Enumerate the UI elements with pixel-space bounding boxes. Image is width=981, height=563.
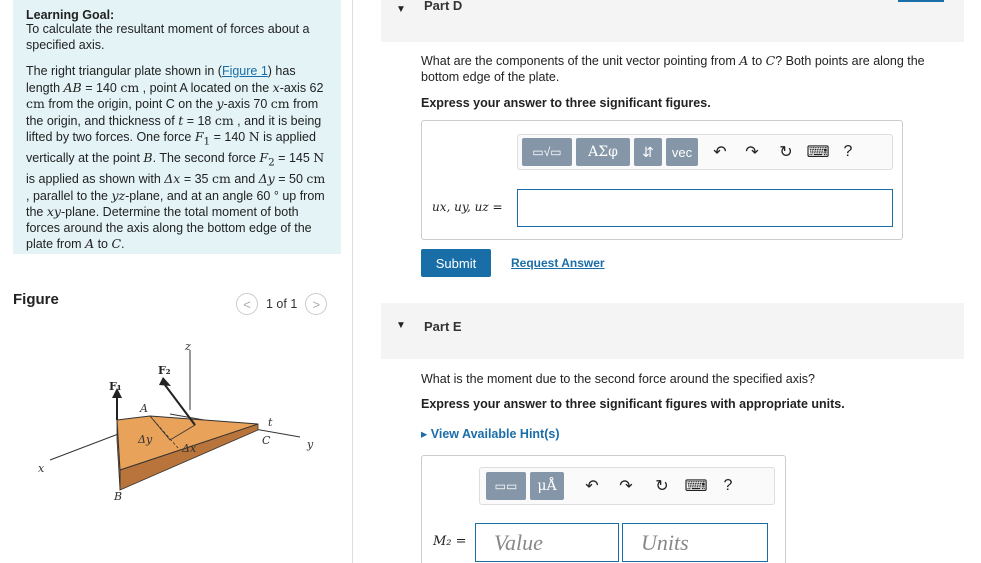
- arrows-button[interactable]: ⇵: [634, 138, 662, 166]
- t-label: t: [268, 416, 273, 429]
- b-label: B: [114, 490, 123, 503]
- request-answer-link[interactable]: Request Answer: [511, 256, 605, 270]
- figure-heading: Figure: [13, 291, 59, 308]
- part-e-toolbar: [479, 467, 775, 505]
- learning-goal-title: Learning Goal:: [26, 8, 115, 22]
- undo-icon[interactable]: ↶: [713, 144, 727, 161]
- part-d-answer-box: [421, 120, 903, 240]
- dy-label: Δy: [138, 433, 153, 446]
- reset-icon[interactable]: ↻: [655, 478, 669, 495]
- units-input[interactable]: Units: [622, 523, 768, 562]
- hint-caret-icon: ▸: [421, 427, 431, 441]
- reset-icon[interactable]: ↻: [779, 144, 793, 161]
- learning-goal-text: To calculate the resultant moment of forces about a specified axis.: [26, 22, 310, 52]
- part-e-answer-box: [421, 455, 786, 563]
- part-e-header[interactable]: [381, 303, 964, 359]
- next-figure-button[interactable]: >: [305, 293, 327, 315]
- undo-icon[interactable]: ↶: [585, 478, 599, 495]
- keyboard-icon[interactable]: ⌨: [684, 478, 708, 495]
- vector-button[interactable]: vec: [666, 138, 698, 166]
- plate-figure: [20, 330, 330, 510]
- part-d-question: What are the components of the unit vector pointing from A to C? Both points are along the bottom edge of the plate.: [421, 53, 925, 84]
- help-icon[interactable]: ?: [843, 143, 853, 160]
- units-button[interactable]: μÅ: [530, 472, 564, 500]
- help-icon[interactable]: ?: [723, 477, 733, 494]
- part-d-header[interactable]: [381, 0, 964, 42]
- redo-icon[interactable]: ↷: [745, 144, 759, 161]
- part-d-toolbar: [517, 134, 893, 170]
- moment-label: M₂ =: [433, 534, 467, 549]
- greek-letters-button[interactable]: ΑΣφ: [576, 138, 630, 166]
- figure-link[interactable]: Figure 1: [221, 64, 268, 78]
- unit-vector-label: ux, uy, uz =: [432, 200, 503, 214]
- part-e-question: What is the moment due to the second force around the specified axis?: [421, 372, 815, 386]
- figure-page-count: 1 of 1: [266, 297, 298, 311]
- part-d-instruction: Express your answer to three significant figures.: [421, 96, 711, 110]
- f2-label: F₂: [158, 364, 171, 377]
- part-e-collapse-icon[interactable]: ▼: [396, 320, 406, 331]
- submit-button[interactable]: Submit: [421, 249, 491, 277]
- f1-label: F₁: [109, 380, 122, 393]
- part-e-instruction: Express your answer to three significant figures with appropriate units.: [421, 397, 845, 411]
- top-accent-bar: [898, 0, 944, 2]
- part-e-title: Part E: [424, 319, 462, 334]
- unit-vector-input[interactable]: [517, 189, 893, 227]
- prev-figure-button[interactable]: <: [236, 293, 258, 315]
- c-label: C: [262, 434, 271, 447]
- f2-arrowhead: [159, 377, 171, 386]
- keyboard-icon[interactable]: ⌨: [806, 144, 830, 161]
- y-label: y: [307, 438, 314, 451]
- x-label: x: [38, 462, 45, 475]
- learning-goal-box: [13, 0, 341, 254]
- problem-statement: The right triangular plate shown in (Figure 1) has length AB = 140 cm , point A located on the x-axis 62 cm from the origin, point C on the y-axis 70 cm from the origin, and thickness of t = 18 cm , and it is being lifted by two forces. One force $F_1 = 140$ N is applied vertically at the point B. The second force $F_2 = 145$ N is applied as shown with Δx = 35 cm and Δy = 50 cm , parallel to the yz-plane, and at an angle 60 ° up from the xy-plane. Determine the total moment of both forces around the axis along the bottom edge of the plate from A to C.: [26, 64, 326, 251]
- z-label: z: [185, 340, 191, 353]
- view-hints-link[interactable]: ▸ View Available Hint(s): [421, 427, 560, 441]
- templates-button[interactable]: ▭√▭: [522, 138, 572, 166]
- figure-pager: [236, 293, 327, 315]
- part-d-title: Part D: [424, 0, 463, 13]
- dx-label: Δx: [182, 442, 197, 455]
- value-input[interactable]: Value: [475, 523, 619, 562]
- part-d-collapse-icon[interactable]: ▼: [396, 4, 406, 15]
- a-label: A: [140, 402, 148, 415]
- redo-icon[interactable]: ↷: [619, 478, 633, 495]
- problem-panel: [0, 0, 353, 563]
- templates-button[interactable]: ▭▭: [486, 472, 526, 500]
